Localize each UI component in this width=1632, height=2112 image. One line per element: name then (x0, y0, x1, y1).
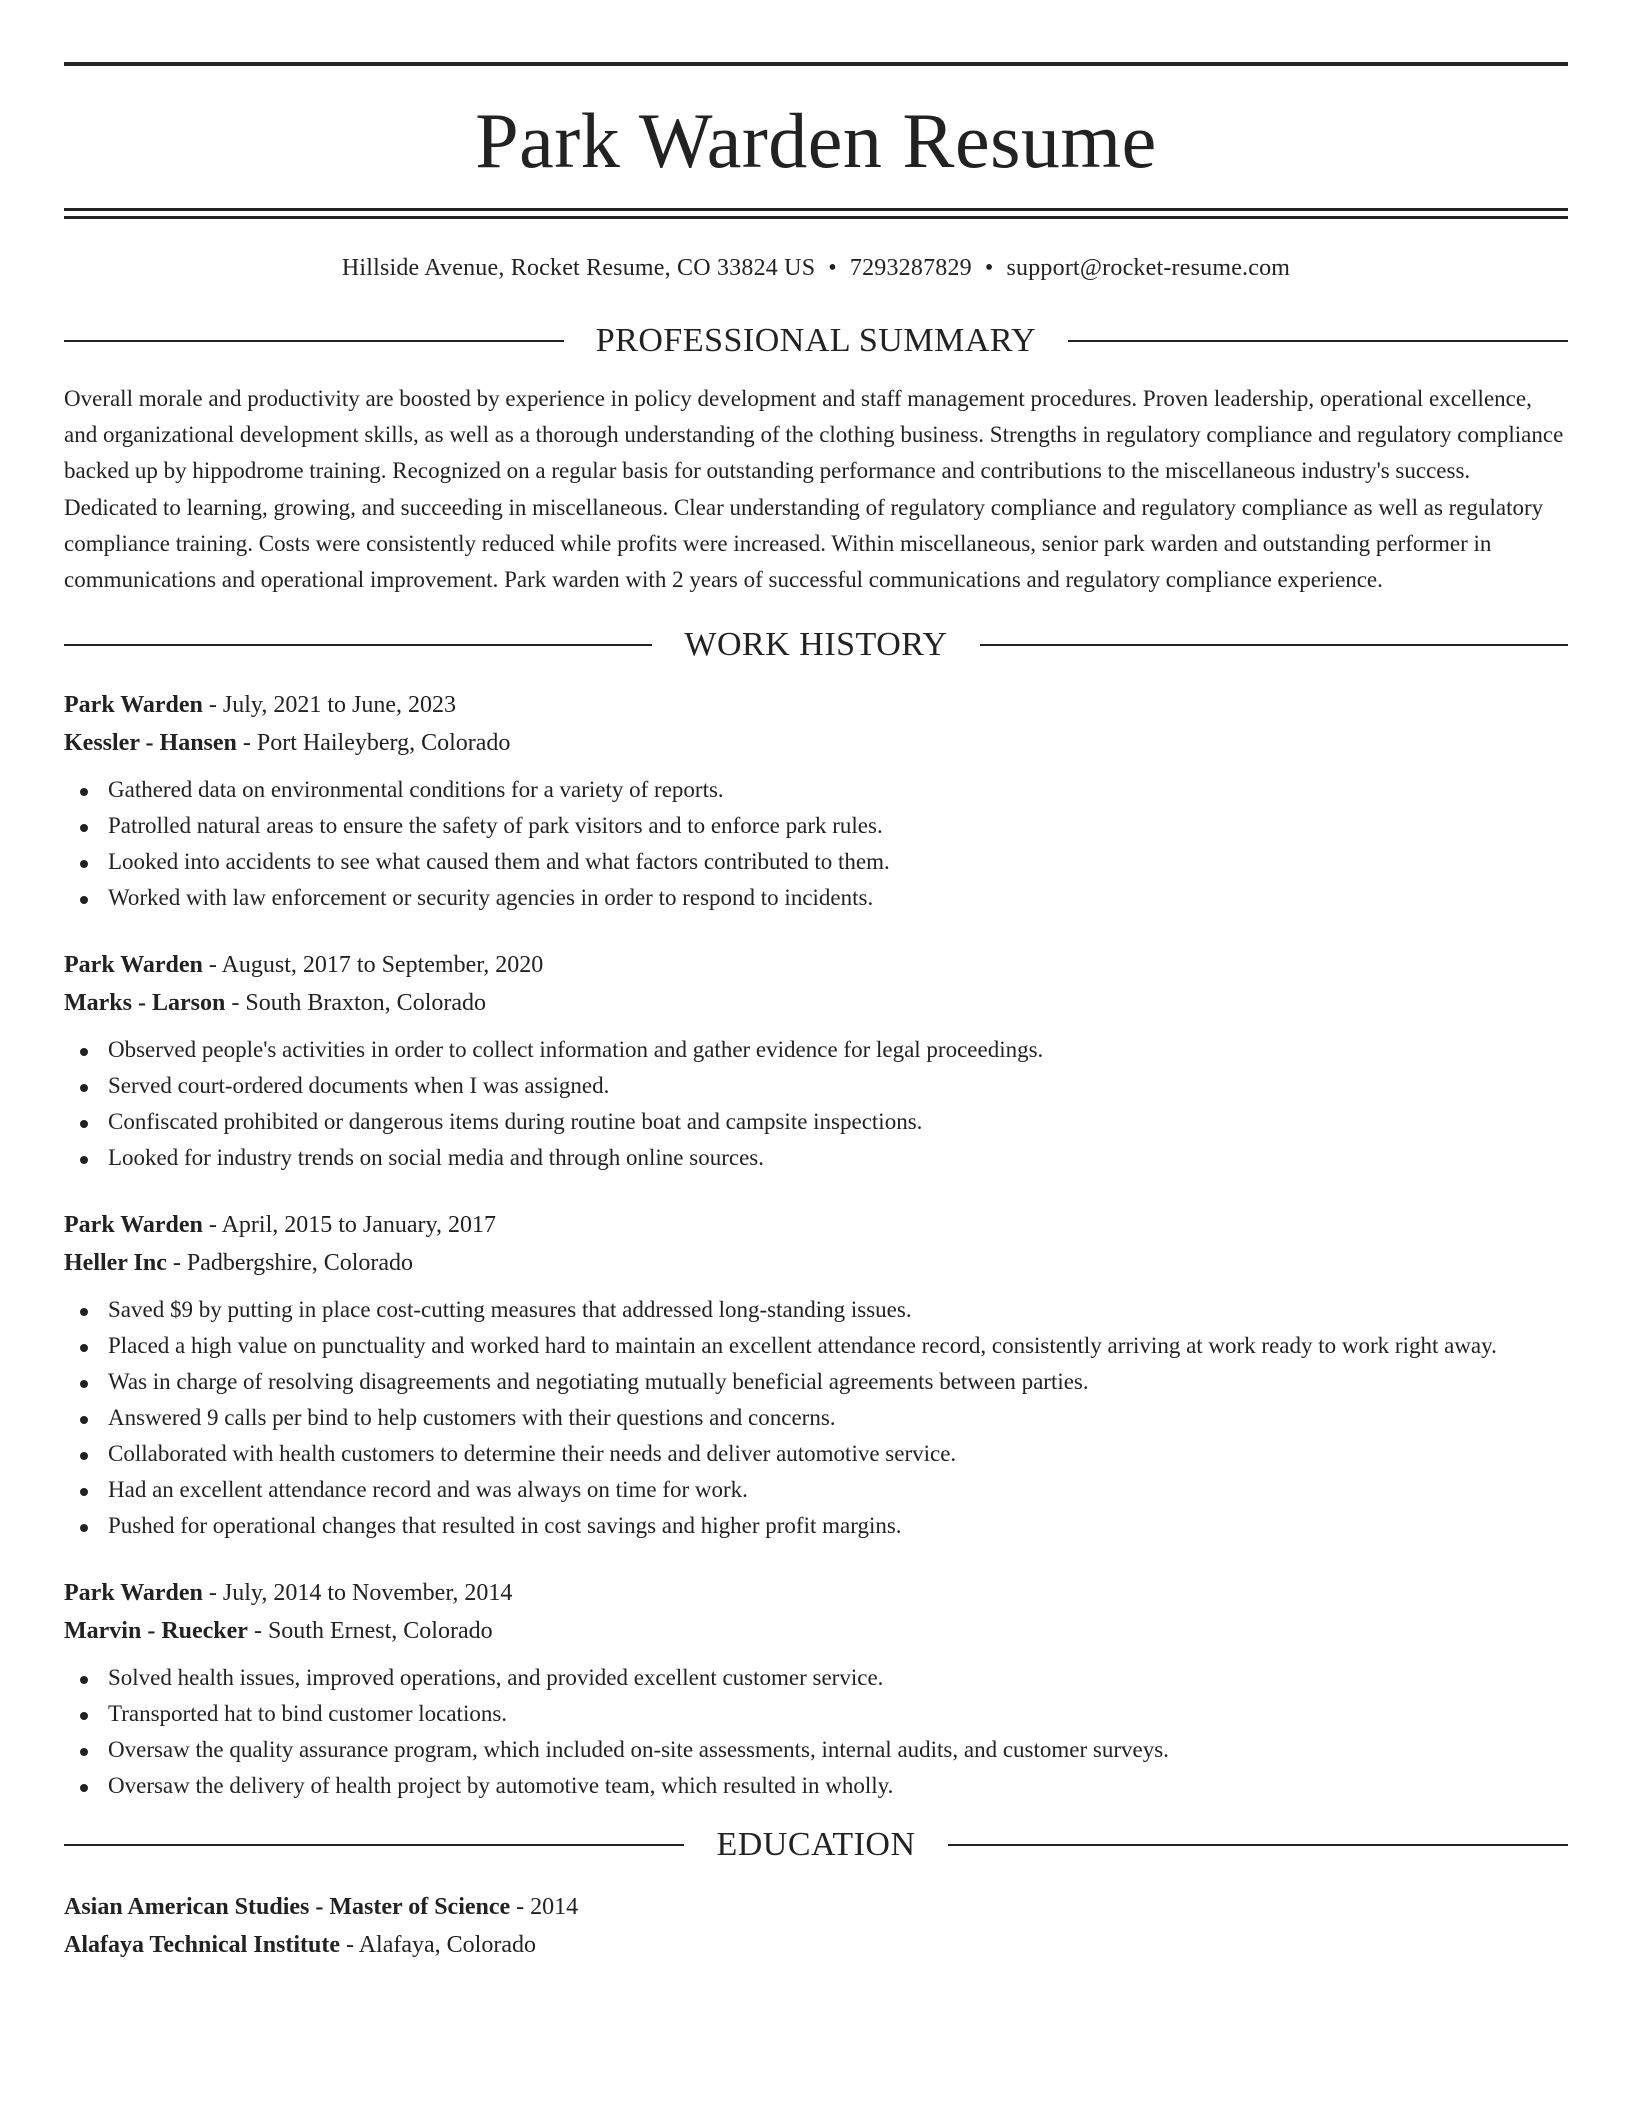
job-dash: - (202, 952, 222, 979)
job-entry (64, 1574, 1568, 1804)
job-title-line (64, 1574, 1568, 1612)
job-bullet: Was in charge of resolving disagreements and negotiating mutually beneficial agreements between parties. (64, 1364, 1568, 1400)
job-dash: - (202, 692, 223, 719)
job-company-line (64, 984, 1568, 1022)
job-entry (64, 1206, 1568, 1544)
job-company: Heller Inc (64, 1250, 167, 1277)
summary-heading: PROFESSIONAL SUMMARY (595, 322, 1037, 359)
job-dash: - (236, 730, 257, 757)
job-entry (64, 946, 1568, 1176)
job-dash: - (225, 990, 246, 1017)
job-bullet: Confiscated prohibited or dangerous items during routine boat and campsite inspections. (64, 1104, 1568, 1140)
job-bullet: Looked for industry trends on social media and through online sources. (64, 1140, 1568, 1176)
job-company-line (64, 724, 1568, 762)
contact-address: Hillside Avenue, Rocket Resume, CO 33824 US (341, 255, 816, 281)
contact-email: support@rocket-resume.com (1006, 255, 1291, 281)
job-bullet: Collaborated with health customers to determine their needs and deliver automotive service. (64, 1436, 1568, 1472)
education-entry (64, 1888, 1568, 1964)
title-double-rule (64, 208, 1568, 219)
education-school: Alafaya Technical Institute (64, 1932, 341, 1959)
job-dates: August, 2017 to September, 2020 (221, 952, 544, 979)
job-bullet: Transported hat to bind customer locations. (64, 1696, 1568, 1732)
job-location: South Ernest, Colorado (267, 1618, 493, 1645)
education-degree: Asian American Studies - Master of Science (64, 1894, 511, 1921)
job-bullet: Saved $9 by putting in place cost-cutting measures that addressed long-standing issues. (64, 1292, 1568, 1328)
job-bullet: Oversaw the delivery of health project by automotive team, which resulted in wholly. (64, 1768, 1568, 1804)
job-company: Marks - Larson (64, 990, 226, 1017)
education-section-header (64, 1828, 1568, 1862)
job-dates: April, 2015 to January, 2017 (221, 1212, 496, 1239)
job-company: Marvin - Ruecker (64, 1618, 248, 1645)
job-title: Park Warden (64, 952, 203, 979)
job-bullet: Answered 9 calls per bind to help customers with their questions and concerns. (64, 1400, 1568, 1436)
resume-page (64, 0, 1568, 1964)
section-divider-left (64, 340, 564, 342)
job-dash: - (166, 1250, 187, 1277)
job-dates: July, 2021 to June, 2023 (222, 692, 457, 719)
job-bullet: Pushed for operational changes that resulted in cost savings and higher profit margins. (64, 1508, 1568, 1544)
contact-phone: 7293287829 (849, 255, 972, 281)
section-divider-left (64, 1844, 684, 1846)
education-dash: - (340, 1932, 359, 1959)
summary-section-header (64, 324, 1568, 358)
section-divider-right (1068, 340, 1568, 342)
education-dash: - (510, 1894, 531, 1921)
section-divider-right (980, 644, 1568, 646)
resume-title: Park Warden Resume (475, 97, 1157, 184)
job-entry (64, 686, 1568, 916)
job-bullet: Solved health issues, improved operations, and provided excellent customer service. (64, 1660, 1568, 1696)
job-title: Park Warden (64, 1212, 203, 1239)
job-bullet: Worked with law enforcement or security agencies in order to respond to incidents. (64, 880, 1568, 916)
education-school-line (64, 1926, 1568, 1964)
contact-separator: • (828, 255, 837, 281)
job-company-line (64, 1244, 1568, 1282)
education-location: Alafaya, Colorado (358, 1932, 536, 1959)
job-dash: - (202, 1580, 223, 1607)
work-history-list (64, 686, 1568, 1804)
job-bullet: Patrolled natural areas to ensure the safety of park visitors and to enforce park rules. (64, 808, 1568, 844)
job-company: Kessler - Hansen (64, 730, 237, 757)
job-bullet: Placed a high value on punctuality and worked hard to maintain an excellent attendance record, consistently arriving at work ready to work right away. (64, 1328, 1568, 1364)
job-bullets (64, 1660, 1568, 1804)
section-divider-left (64, 644, 652, 646)
education-degree-line (64, 1888, 1568, 1926)
section-divider-right (948, 1844, 1568, 1846)
top-rule (64, 62, 1568, 66)
contact-separator: • (984, 255, 994, 281)
job-bullets (64, 1292, 1568, 1544)
job-dash: - (247, 1618, 268, 1645)
job-company-line (64, 1612, 1568, 1650)
summary-text: Overall morale and productivity are boosted by experience in policy development and staff management procedures. Proven leadership, operational excellence, and organizational development skills, as well as a thorough understanding of the clothing business. Strengths in regulatory compliance and regulatory compliance backed up by hippodrome training. Recognized on a regular basis for outstanding performance and contributions to the miscellaneous industry's success. Dedicated to learning, growing, and succeeding in miscellaneous. Clear understanding of regulatory compliance and regulatory compliance as well as regulatory compliance training. Costs were consistently reduced while profits were increased. Within miscellaneous, senior park warden and outstanding performer in communications and operational improvement. Park warden with 2 years of successful communications and regulatory compliance experience. (64, 386, 1564, 593)
education-year: 2014 (530, 1894, 579, 1921)
job-title-line (64, 946, 1568, 984)
work-section-header (64, 628, 1568, 662)
education-heading: EDUCATION (716, 1826, 916, 1864)
job-location: Padbergshire, Colorado (186, 1250, 414, 1277)
job-bullet: Observed people's activities in order to collect information and gather evidence for legal proceedings. (64, 1032, 1568, 1068)
job-bullets (64, 772, 1568, 916)
job-title-line (64, 1206, 1568, 1244)
job-bullet: Served court-ordered documents when I was assigned. (64, 1068, 1568, 1104)
job-bullet: Oversaw the quality assurance program, which included on-site assessments, internal audits, and customer surveys. (64, 1732, 1568, 1768)
job-title: Park Warden (64, 692, 203, 719)
job-title: Park Warden (64, 1580, 203, 1607)
job-title-line (64, 686, 1568, 724)
job-dates: July, 2014 to November, 2014 (222, 1580, 513, 1607)
job-location: South Braxton, Colorado (245, 990, 486, 1017)
work-heading: WORK HISTORY (684, 626, 948, 664)
job-dash: - (202, 1212, 222, 1239)
contact-line (64, 256, 1568, 280)
job-location: Port Haileyberg, Colorado (256, 730, 511, 757)
job-bullet: Gathered data on environmental conditions for a variety of reports. (64, 772, 1568, 808)
job-bullets (64, 1032, 1568, 1176)
job-bullet: Looked into accidents to see what caused them and what factors contributed to them. (64, 844, 1568, 880)
job-bullet: Had an excellent attendance record and was always on time for work. (64, 1472, 1568, 1508)
